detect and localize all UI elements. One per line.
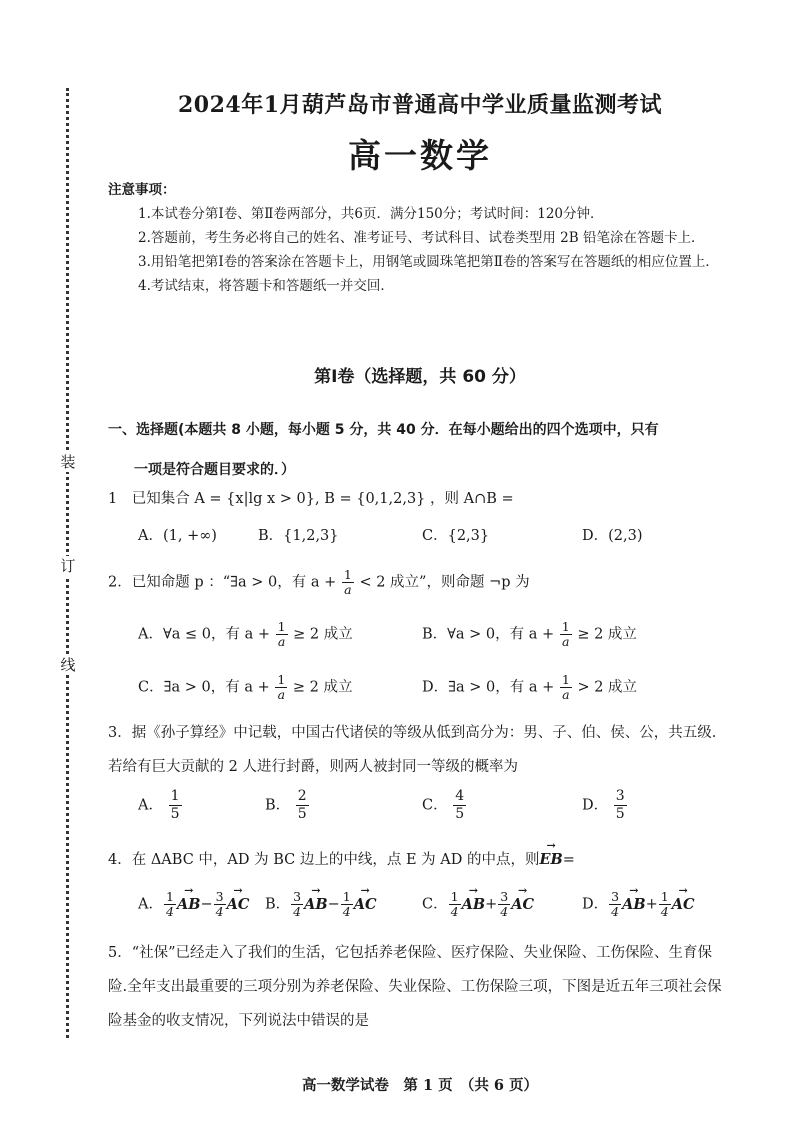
frac-den: 4 (293, 904, 302, 919)
q2-option-post: ≥ 2 成立 (293, 626, 353, 643)
coef-fraction (498, 890, 510, 919)
frac-num: 1 (342, 889, 351, 904)
part1-heading (108, 410, 728, 490)
q2-option-a (138, 620, 353, 649)
q3-option-label: D． (582, 797, 609, 814)
binding-char-xian: 线 (58, 655, 78, 675)
q4-option-c (422, 890, 534, 919)
part1-heading-line1: 一、选择题(本题共 8 小题，每小题 5 分，共 40 分．在每小题给出的四个选项中，只有 (108, 422, 659, 438)
notice-item: 4.考试结束，将答题卡和答题纸一并交回． (138, 278, 394, 294)
q2-option-c (138, 673, 353, 702)
notice-item: 3.用铅笔把第Ⅰ卷的答案涂在答题卡上，用钢笔或圆珠笔把第Ⅱ卷的答案写在答题纸的相应位置上． (138, 254, 719, 270)
q1-option-c: C．{2,3} (422, 528, 490, 544)
q2-option-d (422, 673, 637, 702)
q4-stem (108, 848, 728, 869)
page-footer: 高一数学试卷 第 1 页 （共 6 页） (301, 1077, 539, 1094)
frac-den: a (562, 634, 570, 649)
notice-item: 1.本试卷分第Ⅰ卷、第Ⅱ卷两部分，共6页．满分150分；考试时间：120分钟． (138, 206, 604, 222)
operator: + (485, 896, 498, 913)
frac-num: 1 (165, 889, 174, 904)
frac-den: 5 (455, 806, 465, 822)
q2-option-label: C． (138, 679, 164, 696)
operator: − (327, 896, 340, 913)
q4-option-a (138, 890, 249, 919)
notice-item: 2.答题前，考生务必将自己的姓名、准考证号、考试科目、试卷类型用 2B 铅笔涂在答题卡上． (138, 230, 705, 246)
frac-den: 4 (165, 904, 174, 919)
frac-den: 5 (170, 806, 180, 822)
q4-option-label: A． (138, 896, 163, 913)
frac-num: 3 (215, 889, 224, 904)
q4-stem-vector: → EB (539, 851, 562, 868)
coef-fraction (164, 890, 176, 919)
vector-ac: → AC (354, 896, 377, 913)
vector-ac: → AC (227, 896, 250, 913)
notice-block (108, 178, 720, 298)
vector-ab: → AB (177, 896, 201, 913)
section-title: 第Ⅰ卷（选择题，共 60 分） (314, 367, 526, 387)
frac-num: 2 (297, 788, 307, 804)
vector-ab: → AB (462, 896, 486, 913)
frac-num: 3 (615, 788, 625, 804)
subject-title: 高一数学 (348, 136, 492, 175)
q2-option-fraction (560, 620, 572, 649)
frac-den: a (277, 687, 286, 702)
frac-num: 1 (450, 889, 459, 904)
coef-fraction (449, 890, 461, 919)
q2-stem-post: < 2 成立”，则命题 ¬p 为 (359, 574, 530, 591)
coef-fraction (214, 890, 226, 919)
q2-option-fraction (276, 620, 288, 649)
vector-ab: → AB (622, 896, 646, 913)
frac-den: 5 (615, 806, 625, 822)
q2-stem-frac-den: a (344, 582, 352, 597)
q2-option-pre: ∀a ≤ 0，有 a + (162, 626, 270, 643)
q4-stem-text: 4．在 ΔABC 中，AD 为 BC 边上的中线，点 E 为 AD 的中点，则 (108, 852, 540, 868)
q4-option-label: B． (265, 896, 291, 913)
frac-num: 1 (277, 672, 286, 687)
operator: + (645, 896, 658, 913)
operator: − (200, 896, 213, 913)
coef-fraction (341, 890, 353, 919)
frac-num: 3 (500, 889, 509, 904)
binding-char-zhuang: 装 (58, 452, 78, 472)
frac-num: 4 (455, 788, 465, 804)
frac-den: 4 (500, 904, 509, 919)
q2-stem-pre: 2．已知命题 p ：“∃a > 0，有 a + (108, 574, 337, 591)
vector-ac: → AC (672, 896, 695, 913)
q3-option-label: C． (422, 797, 448, 814)
q2-option-b (422, 620, 637, 649)
q4-option-b (265, 890, 377, 919)
q2-option-pre: ∀a > 0，有 a + (447, 626, 555, 643)
q4-option-label: C． (422, 896, 448, 913)
frac-den: 5 (297, 806, 307, 822)
frac-den: 4 (611, 904, 620, 919)
q3-option-fraction (169, 788, 182, 823)
q3-option-label: B． (265, 797, 291, 814)
q2-option-pre: ∃a > 0，有 a + (163, 679, 270, 696)
frac-num: 3 (611, 889, 620, 904)
q3-option-b (265, 788, 310, 823)
q2-option-fraction (560, 673, 572, 702)
q4-option-d (582, 890, 695, 919)
q2-option-post: ≥ 2 成立 (577, 626, 637, 643)
q4-option-label: D． (582, 896, 609, 913)
q4-stem-end: = (562, 852, 575, 868)
q1-stem: 1 已知集合 A = {x|lg x > 0}, B = {0,1,2,3} ，则 A∩B = (108, 491, 514, 507)
q2-stem-frac-num: 1 (343, 567, 352, 582)
q2-option-post: > 2 成立 (577, 679, 638, 696)
frac-num: 1 (561, 619, 570, 634)
q2-option-pre: ∃a > 0，有 a + (448, 679, 555, 696)
frac-den: a (562, 687, 570, 702)
frac-den: 4 (660, 904, 669, 919)
q1-option-d: D．(2,3) (582, 528, 643, 544)
q3-option-fraction (296, 788, 309, 823)
coef-fraction (609, 890, 621, 919)
binding-char-ding: 订 (58, 556, 78, 576)
q2-option-post: ≥ 2 成立 (292, 679, 353, 696)
q3-option-d (582, 788, 628, 823)
frac-den: 4 (450, 904, 459, 919)
coef-fraction (659, 890, 671, 919)
part1-heading-line2: 一项是符合题目要求的．） (134, 462, 295, 478)
frac-num: 1 (277, 619, 286, 634)
frac-den: 4 (342, 904, 351, 919)
frac-den: 4 (215, 904, 224, 919)
q2-option-fraction (275, 673, 287, 702)
q3-option-fraction (453, 788, 466, 823)
vector-ab: → AB (304, 896, 328, 913)
q2-stem-fraction (342, 568, 354, 597)
q2-option-label: D． (422, 679, 449, 696)
coef-fraction (291, 890, 303, 919)
q1-option-b: B．{1,2,3} (258, 528, 339, 544)
vector-ac: → AC (511, 896, 534, 913)
frac-num: 3 (293, 889, 302, 904)
q3-option-c (422, 788, 467, 823)
q3-option-a (138, 788, 183, 823)
q3-stem: 3．据《孙子算经》中记载，中国古代诸侯的等级从低到高分为：男、子、伯、侯、公，共五级.若给有巨大贡献的 2 人进行封爵，则两人被封同一等级的概率为 (108, 725, 717, 775)
q2-stem (108, 568, 728, 597)
q2-option-label: A． (138, 626, 163, 643)
frac-num: 1 (561, 672, 570, 687)
frac-den: a (277, 634, 286, 649)
q3-option-fraction (614, 788, 627, 823)
q5-stem: 5．“社保”已经走入了我们的生活，它包括养老保险、医疗保险、失业保险、工伤保险、生育保险.全年支出最重要的三项分别为养老保险、失业保险、工伤保险三项，下图是近五年三项社会保险基金的收支情况，下列说法中错误的是 (108, 945, 722, 1029)
exam-title: 2024年1月葫芦岛市普通高中学业质量监测考试 (177, 92, 663, 118)
frac-num: 1 (170, 788, 180, 804)
notice-heading: 注意事项： (108, 182, 176, 198)
frac-num: 1 (660, 889, 669, 904)
q3-option-label: A． (138, 797, 163, 814)
q1-option-a: A．(1, +∞) (138, 528, 217, 544)
q2-option-label: B． (422, 626, 448, 643)
